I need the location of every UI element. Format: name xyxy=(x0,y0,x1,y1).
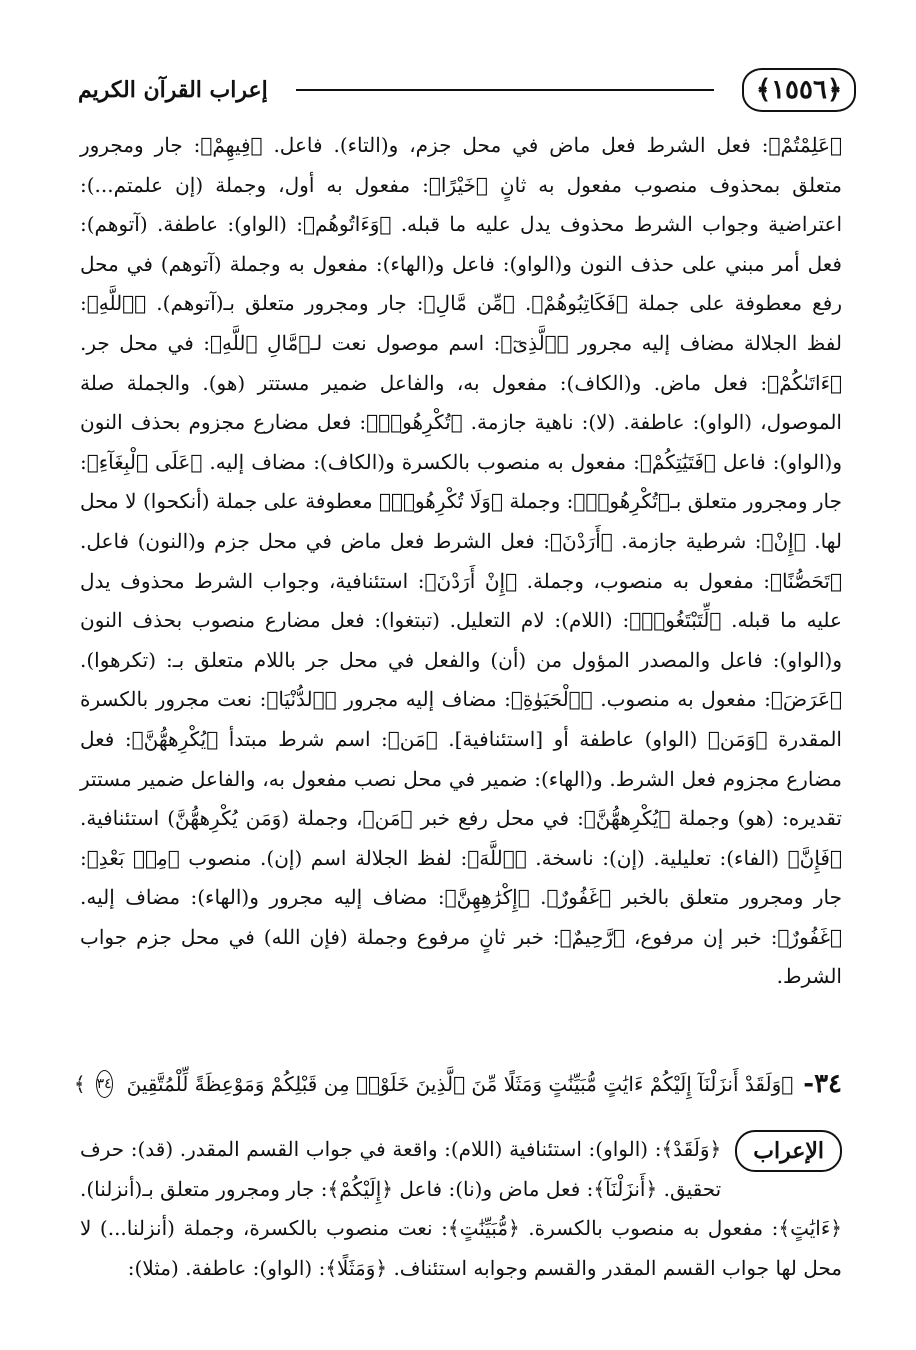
page-header xyxy=(78,66,856,114)
header-rule xyxy=(296,89,714,91)
quran-verse xyxy=(73,1062,842,1106)
irab-paragraph: ﴿وَلَقَدْ﴾: (الواو): استئنافية (اللام): واقعة في جواب القسم المقدر. (قد): حرف تحقيق. ﴿أَنزَلْنَآ﴾: فعل ماض و(نا): فاعل ﴿إِلَيْكُمْ﴾: جار ومجرور متعلق بـ(أنزلنا). ﴿ءَايَٰتٍ﴾: مفعول به منصوب بالكسرة. ﴿مُّبَيِّنَٰتٍ﴾: نعت منصوب بالكسرة، وجملة (أنزلنا...) لا محل لها جواب القسم المقدر والقسم وجوابه استئناف. ﴿وَمَثَلًا﴾: (الواو): عاطفة. (مثلا): xyxy=(80,1137,842,1280)
commentary-paragraph: ﴿عَلِمْتُمْ﴾: فعل الشرط فعل ماض في محل جزم، و(التاء). فاعل. ﴿فِيهِمْ﴾: جار ومجرور متعلق بمحذوف منصوب مفعول به ثانٍ ﴿خَيْرًا﴾: مفعول به أول، وجملة (إن علمتم...): اعتراضية وجواب الشرط محذوف يدل عليه ما قبله. ﴿وَءَاتُوهُم﴾: (الواو): عاطفة. (آتوهم): فعل أمر مبني على حذف النون و(الواو): فاعل و(الهاء): مفعول به وجملة (آتوهم) في محل رفع معطوفة على جملة ﴿فَكَاتِبُوهُمْ﴾. ﴿مِّن مَّالِ﴾: جار ومجرور متعلق بـ(آتوهم). ﴿ٱللَّهِ﴾: لفظ الجلالة مضاف إليه مجرور ﴿ٱلَّذِىٓ﴾: اسم موصول نعت لـ﴿مَّالِ ٱللَّهِ﴾: في محل جر. ﴿ءَاتَىٰكُمْ﴾: فعل ماض. و(الكاف): مفعول به، والفاعل ضمير مستتر (هو). والجملة صلة الموصول، (الواو): عاطفة. (لا): ناهية جازمة. ﴿تُكْرِهُوا۟﴾: فعل مضارع مجزوم بحذف النون و(الواو): فاعل ﴿فَتَيَٰتِكُمْ﴾: مفعول به منصوب بالكسرة و(الكاف): مضاف إليه. ﴿عَلَى ٱلْبِغَآءِ﴾: جار ومجرور متعلق بـ﴿تُكْرِهُوا۟﴾: وجملة ﴿وَلَا تُكْرِهُوا۟﴾ معطوفة على جملة (أنكحوا) لا محل لها. ﴿إِنْ﴾: شرطية جازمة. ﴿أَرَدْنَ﴾: فعل الشرط فعل ماض في محل جزم و(النون) فاعل. ﴿تَحَصُّنًا﴾: مفعول به منصوب، وجملة. ﴿إِنْ أَرَدْنَ﴾: استئنافية، وجواب الشرط محذوف يدل عليه ما قبله. ﴿لِّتَبْتَغُوا۟﴾: (اللام): لام التعليل. (تبتغوا): فعل مضارع منصوب بحذف النون و(الواو): فاعل والمصدر المؤول من (أن) والفعل في محل جر باللام متعلق بـ: (تكرهوا). ﴿عَرَضَ﴾: مفعول به منصوب. ﴿ٱلْحَيَوٰةِ﴾: مضاف إليه مجرور ﴿ٱلدُّنْيَا﴾: نعت مجرور بالكسرة المقدرة ﴿وَمَن﴾ (الواو) عاطفة أو [استئنافية]. ﴿مَن﴾: اسم شرط مبتدأ ﴿يُكْرِههُّنَّ﴾: فعل مضارع مجزوم فعل الشرط. و(الهاء): ضمير في محل نصب مفعول به، والفاعل ضمير مستتر تقديره: (هو) وجملة ﴿يُكْرِههُّنَّ﴾: في محل رفع خبر ﴿مَن﴾، وجملة (وَمَن يُكْرِههُّنَّ) استئنافية. ﴿فَإِنَّ﴾ (الفاء): تعليلية. (إن): ناسخة. ﴿ٱللَّهَ﴾: لفظ الجلالة اسم (إن). منصوب ﴿مِنۢ بَعْدِ﴾: جار ومجرور متعلق بالخبر ﴿غَفُورٌ﴾. ﴿إِكْرَٰهِهِنَّ﴾: مضاف إليه مجرور و(الهاء): مضاف إليه. ﴿غَفُورٌ﴾: خبر إن مرفوع، ﴿رَّحِيمٌ﴾: خبر ثانٍ مرفوع وجملة (فإن الله) في محل جزم جواب الشرط. xyxy=(80,133,842,989)
verse-close-bracket: ﴾ xyxy=(73,1072,86,1096)
verse-text: ﴿وَلَقَدْ أَنزَلْنَآ إِلَيْكُمْ ءَايَٰتٍ مُّبَيِّنَٰتٍ وَمَثَلًا مِّنَ ٱلَّذِينَ خَلَوْا۟ مِن قَبْلِكُمْ وَمَوْعِظَةً لِّلْمُتَّقِينَ xyxy=(126,1072,794,1096)
book-title: إعراب القرآن الكريم xyxy=(78,77,268,103)
verse-number: ٣٤- xyxy=(803,1069,842,1099)
irab-commentary xyxy=(80,126,842,997)
irab-label: الإعراب xyxy=(735,1130,842,1172)
ayah-end-marker: ٣٤ xyxy=(96,1070,113,1098)
page-number: ﴿١٥٥٦﴾ xyxy=(742,68,856,112)
irab-section xyxy=(80,1130,842,1288)
